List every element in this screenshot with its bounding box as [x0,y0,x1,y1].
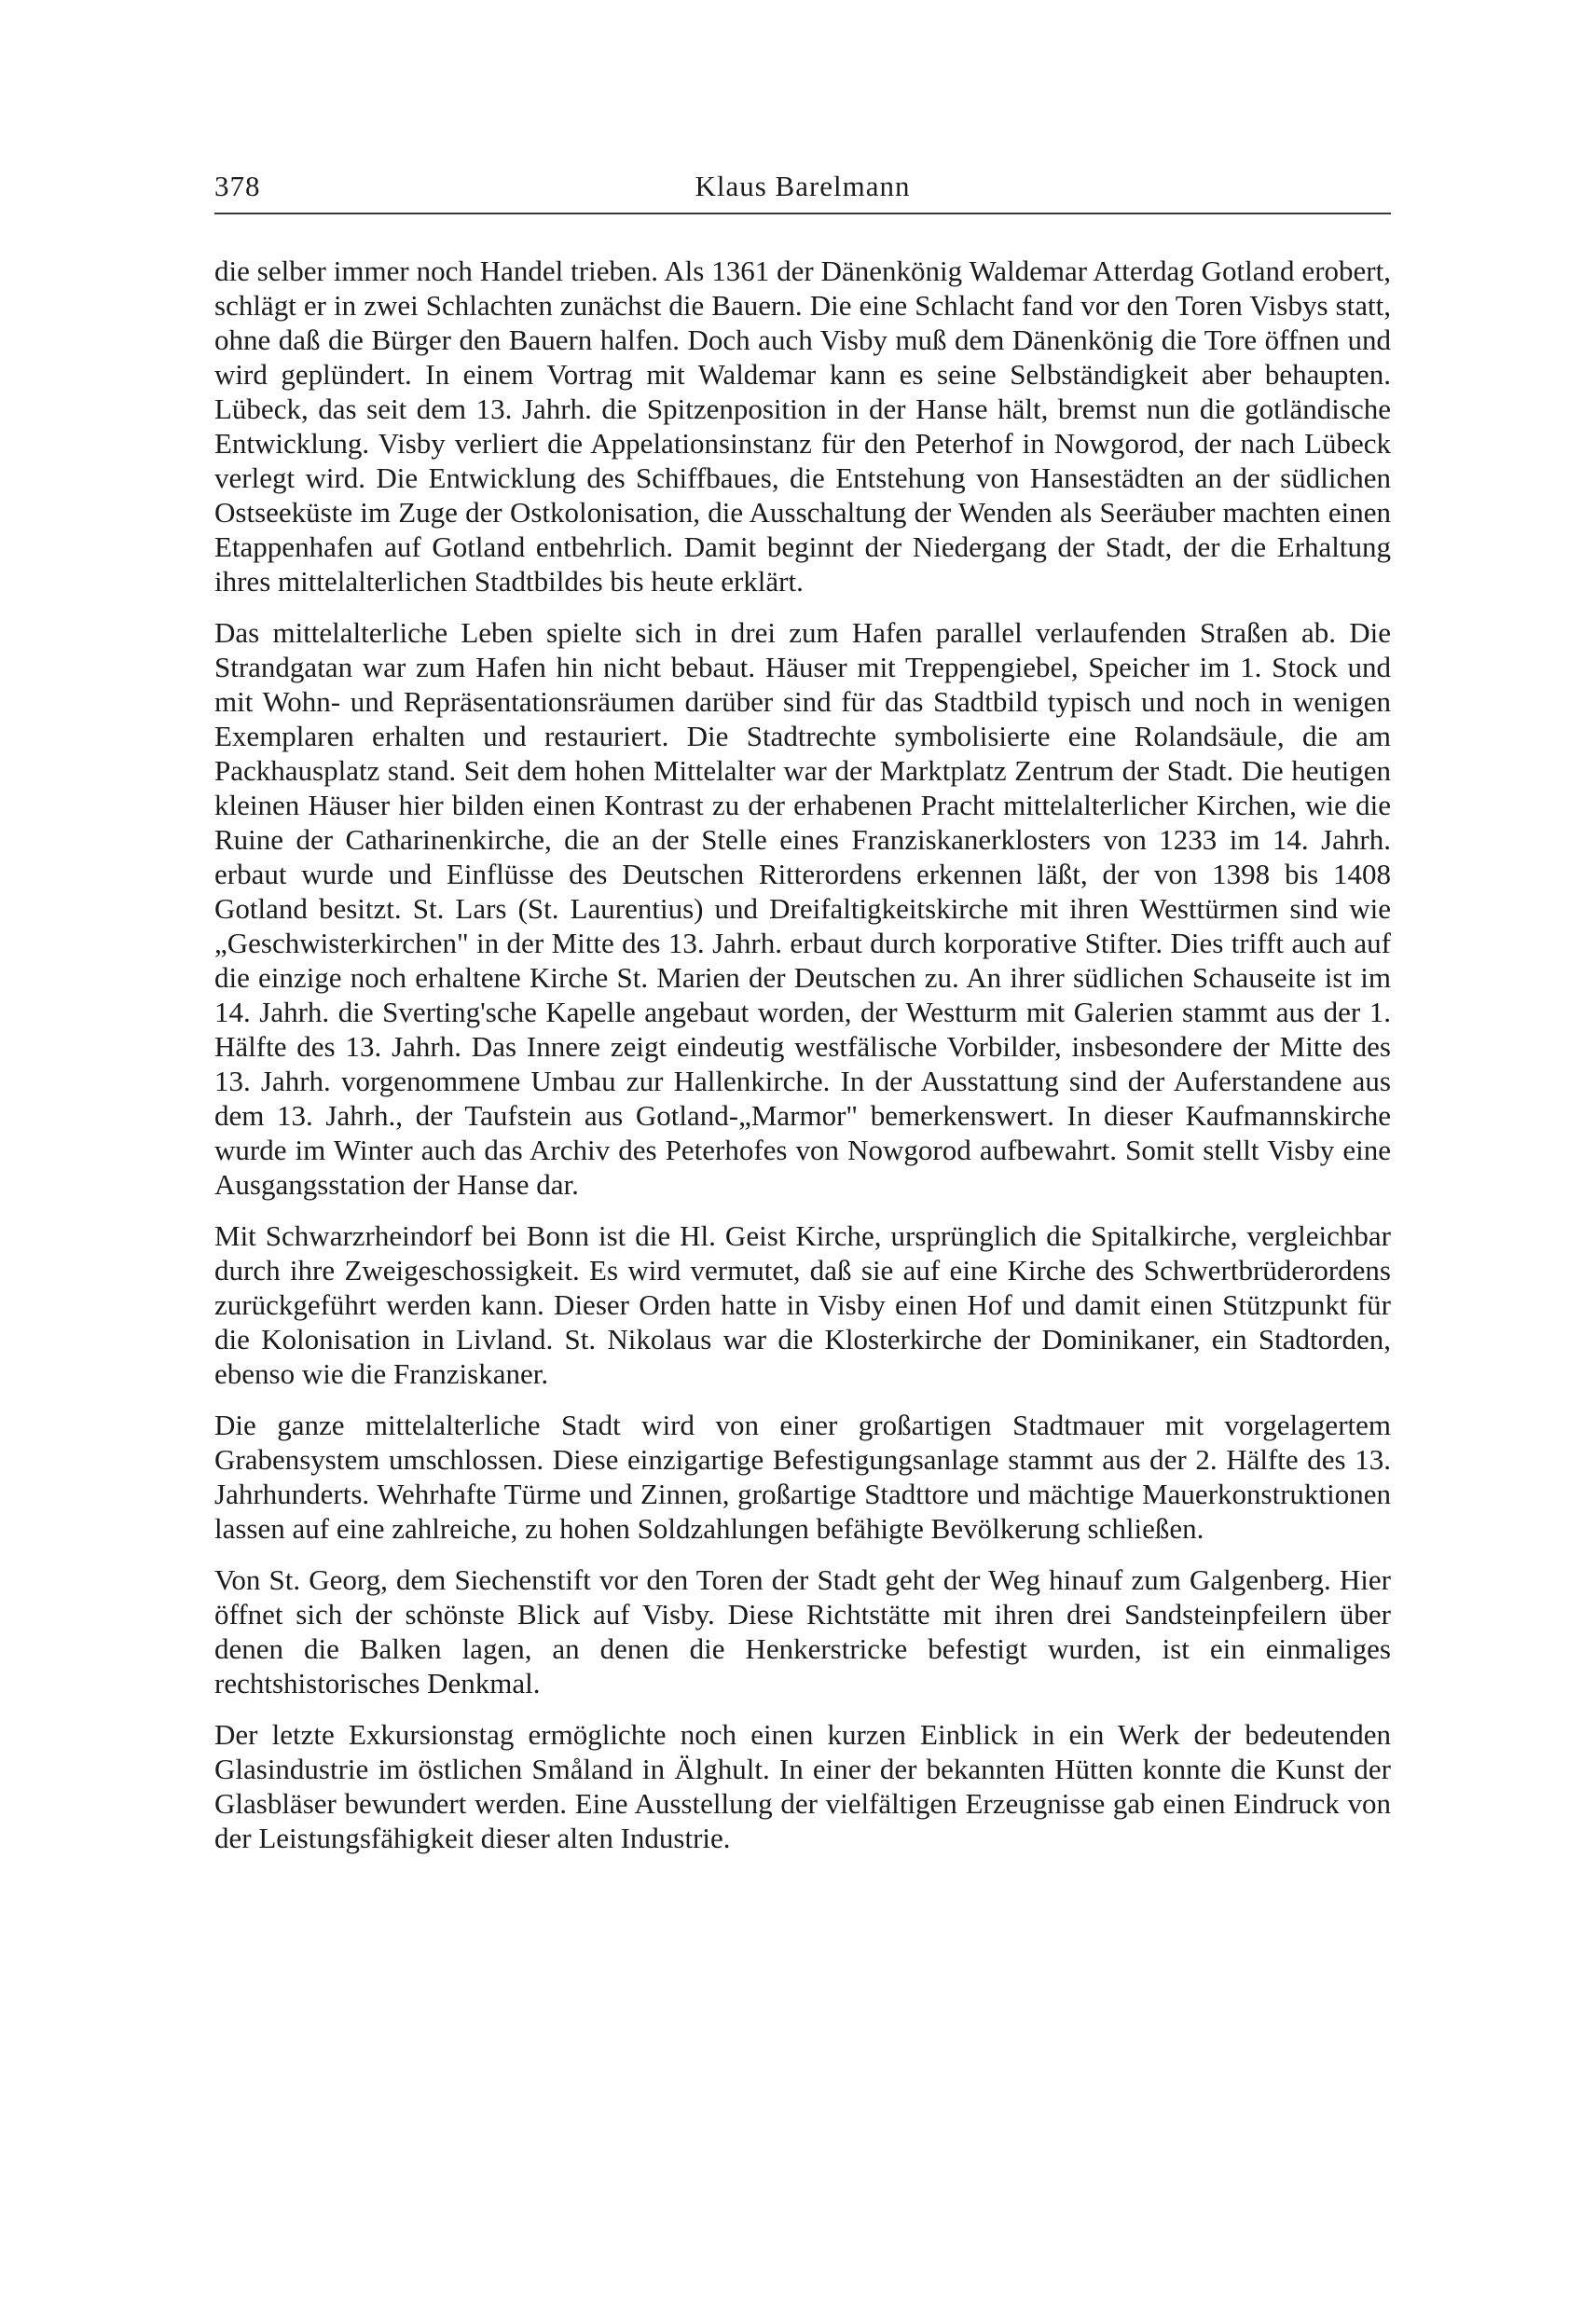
body-text [214,254,1391,1872]
paragraph: Der letzte Exkursionstag ermöglichte noch einen kurzen Einblick in ein Werk der bedeutenden Glasindustrie im östlichen Småland in Älghult. In einer der bekannten Hütten konnte die Kunst der Glasbläser bewundert werden. Eine Ausstellung der vielfältigen Erzeugnisse gab einen Eindruck von der Leistungsfähigkeit dieser alten Industrie. [214,1718,1391,1854]
paragraph: Die ganze mittelalterliche Stadt wird von einer großartigen Stadtmauer mit vorgelagertem Grabensystem umschlossen. Diese einzigartige Befestigungsanlage stammt aus der 2. Hälfte des 13. Jahrhunderts. Wehrhafte Türme und Zinnen, großartige Stadttore und mächtige Mauerkonstruktionen lassen auf eine zahlreiche, zu hohen Soldzahlungen befähigte Bevölkerung schließen. [214,1409,1391,1545]
page-number: 378 [214,170,261,202]
paragraph: die selber immer noch Handel trieben. Als 1361 der Dänenkönig Waldemar Atterdag Gotland erobert, schlägt er in zwei Schlachten zunächst die Bauern. Die eine Schlacht fand vor den Toren Visbys statt, ohne daß die Bürger den Bauern halfen. Doch auch Visby muß dem Dänenkönig die Tore öffnen und wird geplündert. In einem Vortrag mit Waldemar kann es seine Selbständigkeit aber behaupten. Lübeck, das seit dem 13. Jahrh. die Spitzenposition in der Hanse hält, bremst nun die gotländische Entwicklung. Visby verliert die Appelationsinstanz für den Peterhof in Nowgorod, der nach Lübeck verlegt wird. Die Entwicklung des Schiffbaues, die Entstehung von Hansestädten an der südlichen Ostseeküste im Zuge der Ostkolonisation, die Ausschaltung der Wenden als Seeräuber machten einen Etappenhafen auf Gotland entbehrlich. Damit beginnt der Niedergang der Stadt, der die Erhaltung ihres mittelalterlichen Stadtbildes bis heute erklärt. [214,255,1391,598]
paragraph: Von St. Georg, dem Siechenstift vor den Toren der Stadt geht der Weg hinauf zum Galgenberg. Hier öffnet sich der schönste Blick auf Visby. Diese Richtstätte mit ihren drei Sandsteinpfeilern über denen die Balken lagen, an denen die Henkerstricke befestigt wurden, ist ein einmaliges rechtshistorisches Denkmal. [214,1563,1391,1700]
running-header [214,168,1391,214]
running-title: Klaus Barelmann [695,170,911,202]
paragraph: Mit Schwarzrheindorf bei Bonn ist die Hl. Geist Kirche, ursprünglich die Spitalkirche, vergleichbar durch ihre Zweigeschossigkeit. Es wird vermutet, daß sie auf eine Kirche des Schwertbrüderordens zurückgeführt werden kann. Dieser Orden hatte in Visby einen Hof und damit einen Stützpunkt für die Kolonisation in Livland. St. Nikolaus war die Klosterkirche der Dominikaner, ein Stadtorden, ebenso wie die Franziskaner. [214,1219,1391,1390]
paragraph: Das mittelalterliche Leben spielte sich in drei zum Hafen parallel verlaufenden Straßen ab. Die Strandgatan war zum Hafen hin nicht bebaut. Häuser mit Treppengiebel, Speicher im 1. Stock und mit Wohn- und Repräsentationsräumen darüber sind für das Stadtbild typisch und noch in wenigen Exemplaren erhalten und restauriert. Die Stadtrechte symbolisierte eine Rolandsäule, die am Packhausplatz stand. Seit dem hohen Mittelalter war der Marktplatz Zentrum der Stadt. Die heutigen kleinen Häuser hier bilden einen Kontrast zu der erhabenen Pracht mittelalterlicher Kirchen, wie die Ruine der Catharinenkirche, die an der Stelle eines Franziskanerklosters von 1233 im 14. Jahrh. erbaut wurde und Einflüsse des Deutschen Ritterordens erkennen läßt, der von 1398 bis 1408 Gotland besitzt. St. Lars (St. Laurentius) und Dreifaltigkeitskirche mit ihren Westtürmen sind wie „Geschwisterkirchen" in der Mitte des 13. Jahrh. erbaut durch korporative Stifter. Dies trifft auch auf die einzige noch erhaltene Kirche St. Marien der Deutschen zu. An ihrer südlichen Schauseite ist im 14. Jahrh. die Sverting'sche Kapelle angebaut worden, der Westturm mit Galerien stammt aus der 1. Hälfte des 13. Jahrh. Das Innere zeigt eindeutig westfälische Vorbilder, insbesondere der Mitte des 13. Jahrh. vorgenommene Umbau zur Hallenkirche. In der Ausstattung sind der Auferstandene aus dem 13. Jahrh., der Taufstein aus Gotland-„Marmor" bemerkenswert. In dieser Kaufmannskirche wurde im Winter auch das Archiv des Peterhofes von Nowgorod aufbewahrt. Somit stellt Visby eine Ausgangsstation der Hanse dar. [214,616,1391,1201]
